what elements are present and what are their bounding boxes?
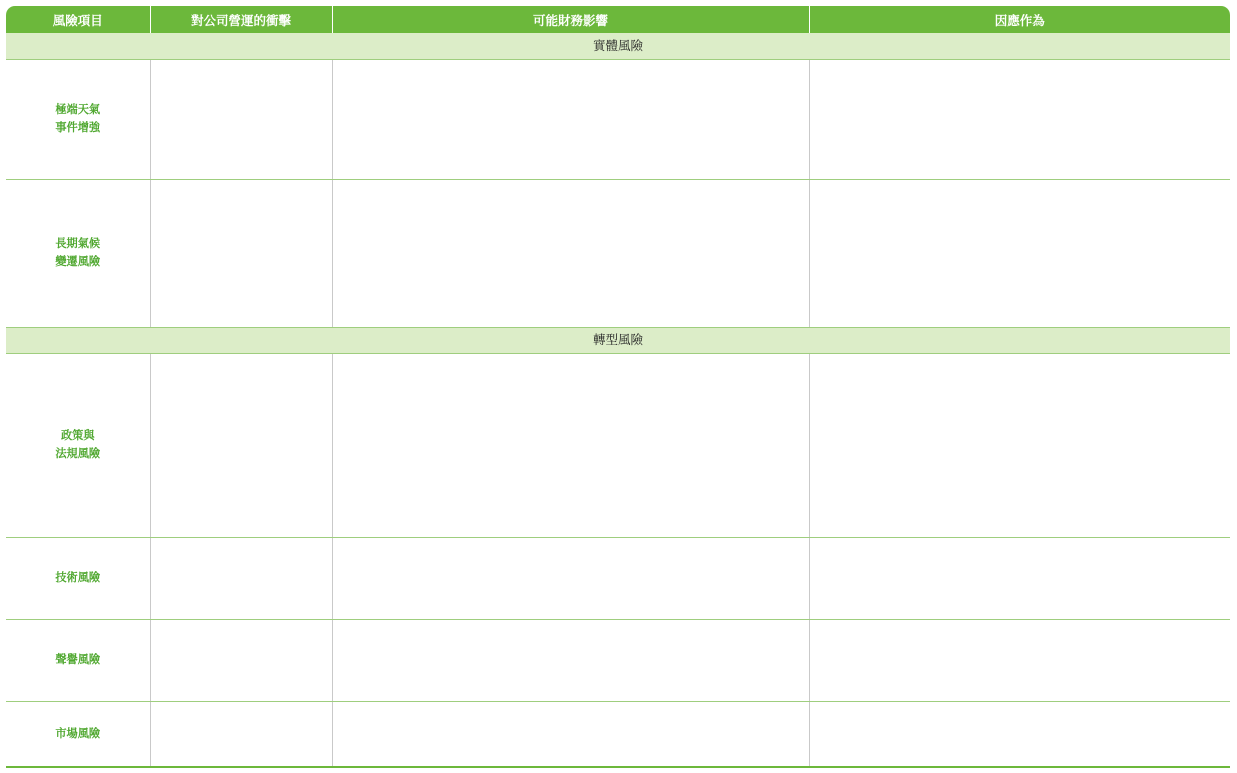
- risk-category: 技術風險: [6, 537, 150, 619]
- impact-cell: [150, 537, 332, 619]
- impact-cell: [150, 179, 332, 327]
- financial-cell: [332, 619, 809, 701]
- impact-cell: [150, 59, 332, 179]
- risk-table-wrapper: [6, 6, 1230, 768]
- response-cell: [809, 537, 1230, 619]
- table-row: [6, 353, 1230, 537]
- header-risk-item: 風險項目: [6, 6, 150, 33]
- risk-category: [6, 59, 150, 179]
- financial-cell: [332, 59, 809, 179]
- risk-category: [6, 353, 150, 537]
- risk-category-line: 事件增強: [55, 121, 101, 134]
- risk-category-line: 長期氣候: [55, 237, 101, 250]
- section-title: 實體風險: [6, 33, 1230, 59]
- table-row: [6, 59, 1230, 179]
- risk-category-line: 變遷風險: [55, 255, 101, 268]
- climate-risk-table: [6, 6, 1230, 768]
- risk-category-line: 法規風險: [55, 447, 101, 460]
- response-cell: [809, 701, 1230, 767]
- risk-category: [6, 179, 150, 327]
- header-operational-impact: 對公司營運的衝擊: [150, 6, 332, 33]
- risk-category-line: 極端天氣: [55, 103, 101, 116]
- response-cell: [809, 59, 1230, 179]
- response-cell: [809, 619, 1230, 701]
- risk-category-line: 政策與: [60, 429, 95, 442]
- financial-cell: [332, 353, 809, 537]
- response-cell: [809, 179, 1230, 327]
- impact-cell: [150, 619, 332, 701]
- header-financial-impact: 可能財務影響: [332, 6, 809, 33]
- table-row: [6, 537, 1230, 619]
- financial-cell: [332, 179, 809, 327]
- section-title: 轉型風險: [6, 327, 1230, 353]
- section-row-transition: [6, 327, 1230, 353]
- impact-cell: [150, 701, 332, 767]
- risk-category: 聲譽風險: [6, 619, 150, 701]
- header-response: 因應作為: [809, 6, 1230, 33]
- table-row: [6, 619, 1230, 701]
- financial-cell: [332, 701, 809, 767]
- table-row: [6, 701, 1230, 767]
- section-row-physical: [6, 33, 1230, 59]
- response-cell: [809, 353, 1230, 537]
- impact-cell: [150, 353, 332, 537]
- header-row: [6, 6, 1230, 33]
- financial-cell: [332, 537, 809, 619]
- risk-category: 市場風險: [6, 701, 150, 767]
- table-row: [6, 179, 1230, 327]
